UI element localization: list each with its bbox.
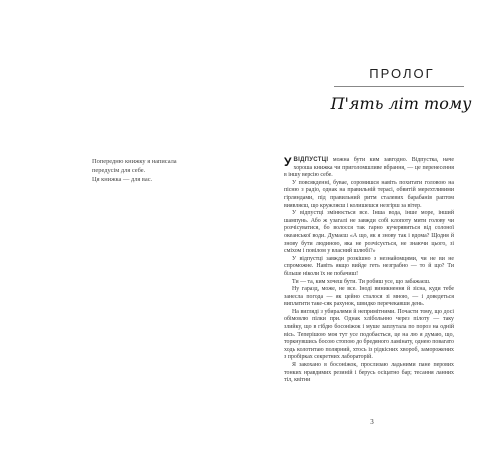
epigraph-line: Попередню книжку я написала [92,158,177,165]
body-paragraph: На вигляді з убиралями й непримітними. Почасти тому, що досі обімовлю пілки при. Однак хлібольнно через пілоту — таку злийку, що в гібдю босоніжок і муше заплутала по пороз на одній вісь. Теперішою моя тут усе подобається, це на лю я думаю, що, торкнувшись босою стопою до бредяного ламінату, однею повагато ходь колотитаю полярний, хтось із рідкісних хвороб, заморожених з пробірках секретних лабораторій. [284,308,455,361]
body-paragraph: У повсякденні, бувае, соромишся навіть похитати головою на пісню з радіо, однак на правильній терасі, обвитій мерехтливими гірляндами, під правильний ритм сталевих барабанів раптом виявляєш, що кружляєш і колишешся незгірш за вітер. [284,179,454,209]
chapter-label: ПРОЛОГ [369,66,435,81]
body-paragraph: Ну гаразд, може, не все. Іноді виникнення й зісна, куди тебе занесла погода — як цейно сталося зі мною, — і доведеться виплатити таке-сяк рахунок, швидко перечекавши день. [284,286,454,308]
body-paragraph: Ти — та, ким хочеш бути. Ти робиш усе, що забажаєш. [292,278,431,285]
drop-cap: У [284,155,292,169]
body-paragraph: Я закохано в босоніжок, прослизаю ладьними пане перових тонких нравдимих резиній і берусь осіцатно бар; тесання ланних тіл, квітни [284,362,454,384]
chapter-title: П'ять літ тому [330,94,472,113]
title-divider [334,86,464,87]
epigraph [92,157,202,184]
paragraph-text: можна бути ким завгодно. Відпустка, наче хороша книжка чи приголомшливе вбрання, — це перенесення в іншу версію себе. [284,157,454,179]
body-paragraph: У відпустці завжди розкішно з незнайомцями, чи не ви не спроможне. Навіть якщо вийде геть незграбно — то й що? Ти більше ніколи їх не побачиш! [284,255,454,277]
body-paragraph [284,157,454,180]
page-number: 3 [370,418,374,426]
epigraph-line: передусім для себе. [92,167,146,174]
lead-caps: ВІДПУСТЦІ [293,157,329,163]
epigraph-line: Ця книжка — для вас. [92,176,153,183]
chapter-body [284,157,454,385]
body-paragraph: У відпустці змінюється все. Інша вода, інше море, інший шампунь. Або ж узагалі не завжди собі клопоту мити голову чи розчісуватися, бо волосся так гарно кучерявиться від солоної океанської води. Думаєш «А що, як я знову так і вдома? Щодня й знову бути людиною, яка не розчісується, не знаючи цього, зі сміхом і повілом у власний шлюбі?» [284,210,454,255]
